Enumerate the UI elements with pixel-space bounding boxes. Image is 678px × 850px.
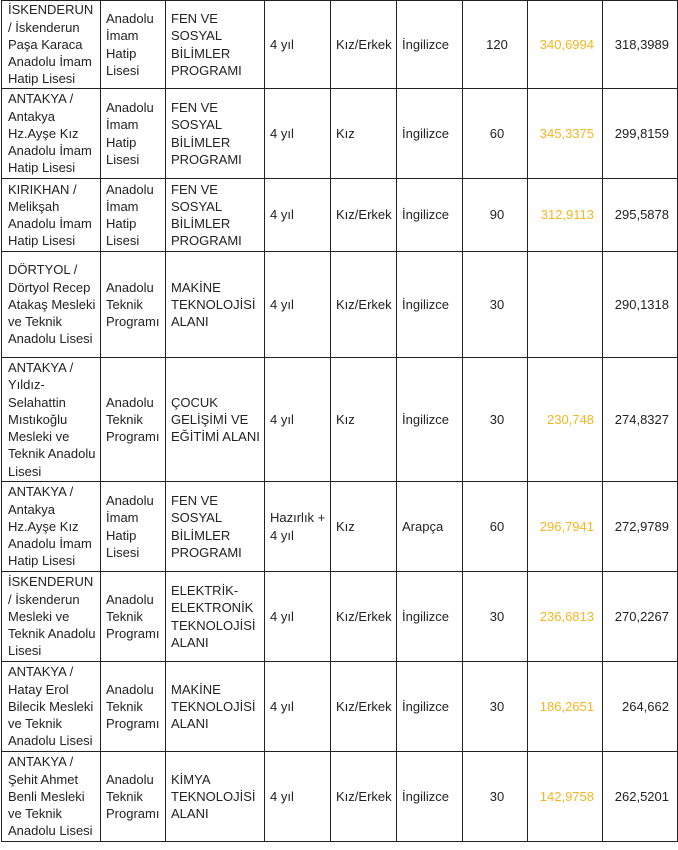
- language-cell: İngilizce: [397, 662, 463, 752]
- school-type-cell: Anadolu İmam Hatip Lisesi: [101, 1, 166, 89]
- gender-cell: Kız/Erkek: [331, 179, 397, 252]
- quota-cell: 30: [463, 358, 528, 482]
- language-cell: İngilizce: [397, 89, 463, 179]
- duration-cell: 4 yıl: [265, 752, 331, 842]
- score-b-cell: 272,9789: [603, 482, 678, 572]
- school-type-cell: Anadolu İmam Hatip Lisesi: [101, 179, 166, 252]
- language-cell: İngilizce: [397, 752, 463, 842]
- table-row: [2, 89, 678, 179]
- gender-cell: Kız: [331, 358, 397, 482]
- program-cell: FEN VE SOSYAL BİLİMLER PROGRAMI: [166, 1, 265, 89]
- program-cell: FEN VE SOSYAL BİLİMLER PROGRAMI: [166, 179, 265, 252]
- quota-cell: 120: [463, 1, 528, 89]
- quota-cell: 30: [463, 752, 528, 842]
- table-row: [2, 482, 678, 572]
- quota-cell: 60: [463, 482, 528, 572]
- score-b-cell: 295,5878: [603, 179, 678, 252]
- language-cell: İngilizce: [397, 1, 463, 89]
- language-cell: İngilizce: [397, 252, 463, 358]
- school-name-cell: ANTAKYA / Yıldız-Selahattin Mıstıkoğlu Mesleki ve Teknik Anadolu Lisesi: [2, 358, 101, 482]
- score-a-cell: 236,6813: [528, 572, 603, 662]
- language-cell: İngilizce: [397, 179, 463, 252]
- quota-cell: 90: [463, 179, 528, 252]
- school-name-cell: İSKENDERUN / İskenderun Paşa Karaca Anadolu İmam Hatip Lisesi: [2, 1, 101, 89]
- score-a-cell: 142,9758: [528, 752, 603, 842]
- school-type-cell: Anadolu Teknik Programı: [101, 572, 166, 662]
- school-name-cell: ANTAKYA / Antakya Hz.Ayşe Kız Anadolu İmam Hatip Lisesi: [2, 482, 101, 572]
- table-row: [2, 179, 678, 252]
- language-cell: Arapça: [397, 482, 463, 572]
- program-cell: MAKİNE TEKNOLOJİSİ ALANI: [166, 662, 265, 752]
- duration-cell: 4 yıl: [265, 662, 331, 752]
- school-type-cell: Anadolu Teknik Programı: [101, 252, 166, 358]
- table-row: [2, 1, 678, 89]
- school-scores-table: [1, 0, 678, 842]
- quota-cell: 60: [463, 89, 528, 179]
- score-b-cell: 274,8327: [603, 358, 678, 482]
- school-type-cell: Anadolu İmam Hatip Lisesi: [101, 89, 166, 179]
- school-name-cell: ANTAKYA / Şehit Ahmet Benli Mesleki ve Teknik Anadolu Lisesi: [2, 752, 101, 842]
- duration-cell: 4 yıl: [265, 252, 331, 358]
- program-cell: KİMYA TEKNOLOJİSİ ALANI: [166, 752, 265, 842]
- program-cell: ELEKTRİK-ELEKTRONİK TEKNOLOJİSİ ALANI: [166, 572, 265, 662]
- duration-cell: 4 yıl: [265, 358, 331, 482]
- duration-cell: 4 yıl: [265, 572, 331, 662]
- duration-cell: Hazırlık + 4 yıl: [265, 482, 331, 572]
- table-row: [2, 358, 678, 482]
- program-cell: FEN VE SOSYAL BİLİMLER PROGRAMI: [166, 89, 265, 179]
- table-row: [2, 252, 678, 358]
- score-b-cell: 299,8159: [603, 89, 678, 179]
- quota-cell: 30: [463, 572, 528, 662]
- gender-cell: Kız/Erkek: [331, 252, 397, 358]
- gender-cell: Kız/Erkek: [331, 662, 397, 752]
- quota-cell: 30: [463, 662, 528, 752]
- school-type-cell: Anadolu Teknik Programı: [101, 358, 166, 482]
- score-b-cell: 262,5201: [603, 752, 678, 842]
- program-cell: ÇOCUK GELİŞİMİ VE EĞİTİMİ ALANI: [166, 358, 265, 482]
- score-b-cell: 264,662: [603, 662, 678, 752]
- school-name-cell: ANTAKYA / Antakya Hz.Ayşe Kız Anadolu İmam Hatip Lisesi: [2, 89, 101, 179]
- score-a-cell: 312,9113: [528, 179, 603, 252]
- score-b-cell: 290,1318: [603, 252, 678, 358]
- score-a-cell: 230,748: [528, 358, 603, 482]
- score-a-cell: 345,3375: [528, 89, 603, 179]
- language-cell: İngilizce: [397, 572, 463, 662]
- school-name-cell: İSKENDERUN / İskenderun Mesleki ve Teknik Anadolu Lisesi: [2, 572, 101, 662]
- gender-cell: Kız: [331, 89, 397, 179]
- score-a-cell: [528, 252, 603, 358]
- duration-cell: 4 yıl: [265, 179, 331, 252]
- duration-cell: 4 yıl: [265, 89, 331, 179]
- quota-cell: 30: [463, 252, 528, 358]
- table-body: [2, 1, 678, 842]
- school-name-cell: ANTAKYA / Hatay Erol Bilecik Mesleki ve Teknik Anadolu Lisesi: [2, 662, 101, 752]
- duration-cell: 4 yıl: [265, 1, 331, 89]
- table-row: [2, 752, 678, 842]
- gender-cell: Kız/Erkek: [331, 752, 397, 842]
- program-cell: MAKİNE TEKNOLOJİSİ ALANI: [166, 252, 265, 358]
- table-row: [2, 572, 678, 662]
- score-a-cell: 340,6994: [528, 1, 603, 89]
- school-type-cell: Anadolu Teknik Programı: [101, 752, 166, 842]
- program-cell: FEN VE SOSYAL BİLİMLER PROGRAMI: [166, 482, 265, 572]
- school-name-cell: DÖRTYOL / Dörtyol Recep Atakaş Mesleki ve Teknik Anadolu Lisesi: [2, 252, 101, 358]
- gender-cell: Kız: [331, 482, 397, 572]
- table-row: [2, 662, 678, 752]
- gender-cell: Kız/Erkek: [331, 572, 397, 662]
- school-type-cell: Anadolu İmam Hatip Lisesi: [101, 482, 166, 572]
- school-name-cell: KIRIKHAN / Melikşah Anadolu İmam Hatip Lisesi: [2, 179, 101, 252]
- score-a-cell: 186,2651: [528, 662, 603, 752]
- score-b-cell: 270,2267: [603, 572, 678, 662]
- score-a-cell: 296,7941: [528, 482, 603, 572]
- school-type-cell: Anadolu Teknik Programı: [101, 662, 166, 752]
- gender-cell: Kız/Erkek: [331, 1, 397, 89]
- score-b-cell: 318,3989: [603, 1, 678, 89]
- language-cell: İngilizce: [397, 358, 463, 482]
